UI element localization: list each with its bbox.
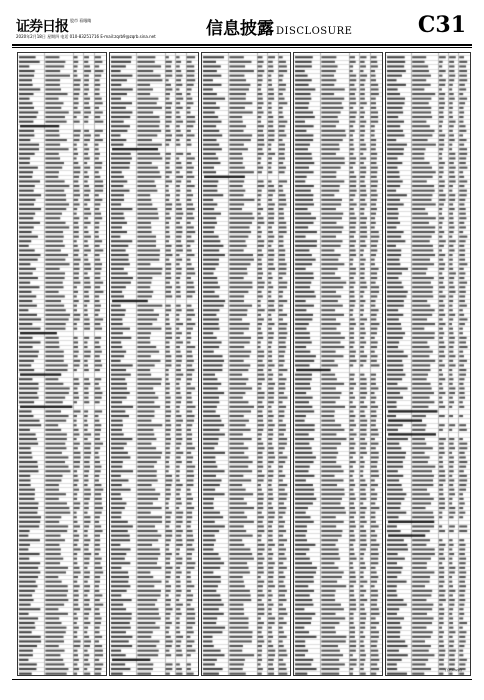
- header-rule-thick: [12, 44, 472, 46]
- dateline: 2020年2月18日 星期四 电话 010-83251716 E-mail:zqrb9@zqrb.sina.net: [16, 34, 156, 39]
- section-title-en: DISCLOSURE: [276, 26, 353, 37]
- logo-subtitle: 股市 看眼睛: [70, 18, 92, 23]
- table-column-5: [385, 52, 471, 676]
- page-number: C31: [417, 12, 466, 38]
- table-column-3: [201, 52, 291, 676]
- footer-note: (下转C32版): [444, 668, 462, 672]
- section-title-cn: 信息披露: [206, 19, 274, 39]
- newspaper-logo: 证券日报: [16, 19, 68, 35]
- table-column-1: [17, 52, 107, 676]
- header-rule-thin: [12, 47, 472, 48]
- footer-rule: [12, 679, 472, 680]
- table-column-4: [293, 52, 383, 676]
- masthead: [12, 14, 472, 44]
- table-column-2: [109, 52, 199, 676]
- section-title: [206, 14, 352, 39]
